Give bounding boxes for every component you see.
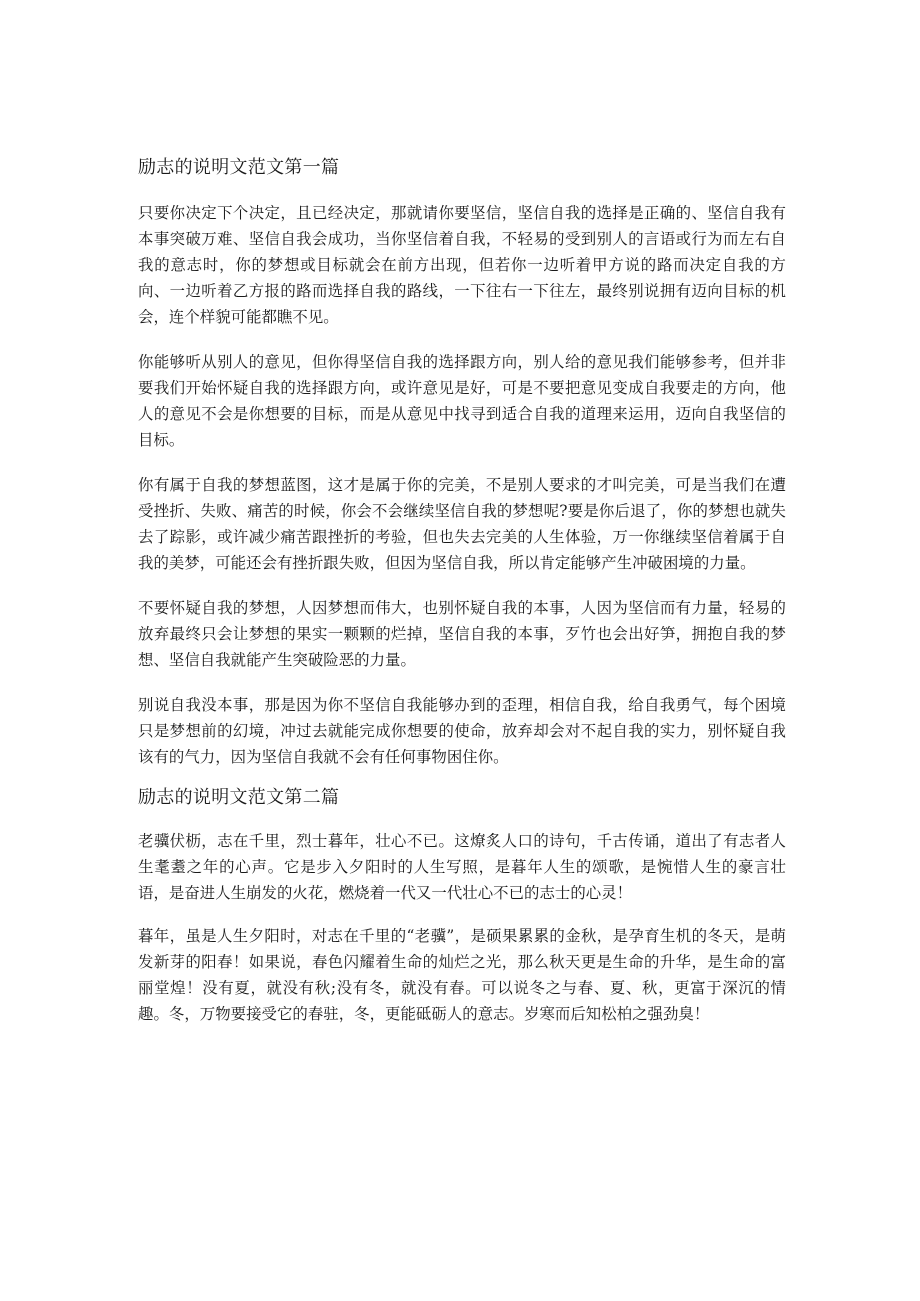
paragraph: 老骥伏枥，志在千里，烈士暮年，壮心不已。这燎炙人口的诗句，千古传诵，道出了有志者人生耄耋之年的心声。它是步入夕阳时的人生写照，是暮年人生的颂歌，是惋惜人生的豪言壮语，是奋进人生崩发的火花，燃烧着一代又一代壮心不已的志士的心灵！ [138, 832, 786, 902]
paragraph: 别说自我没本事，那是因为你不坚信自我能够办到的歪理，相信自我，给自我勇气，每个困境只是梦想前的幻境，冲过去就能完成你想要的使命，放弃却会对不起自我的实力，别怀疑自我该有的气力，因为坚信自我就不会有任何事物困住你。 [138, 696, 786, 766]
section-title-2: 励志的说明文范文第二篇 [138, 787, 340, 808]
section-title-1: 励志的说明文范文第一篇 [138, 157, 340, 178]
paragraph: 不要怀疑自我的梦想，人因梦想而伟大，也别怀疑自我的本事，人因为坚信而有力量，轻易的放弃最终只会让梦想的果实一颗颗的烂掉，坚信自我的本事，歹竹也会出好笋，拥抱自我的梦想、坚信自我就能产生突破险恶的力量。 [138, 599, 786, 669]
paragraph: 暮年，虽是人生夕阳时，对志在千里的“老骥”，是硕果累累的金秋，是孕育生机的冬天，是萌发新芽的阳春！如果说，春色闪耀着生命的灿烂之光，那么秋天更是生命的升华，是生命的富丽堂煌！没有夏，就没有秋;没有冬，就没有春。可以说冬之与春、夏、秋，更富于深沉的情趣。冬，万物要接受它的春驻，冬，更能砥砺人的意志。岁寒而后知松柏之强劲臭！ [138, 927, 786, 1023]
paragraph: 只要你决定下个决定，且已经决定，那就请你要坚信，坚信自我的选择是正确的、坚信自我有本事突破万难、坚信自我会成功，当你坚信着自我，不轻易的受到别人的言语或行为而左右自我的意志时，你的梦想或目标就会在前方出现，但若你一边听着甲方说的路而决定自我的方向、一边听着乙方报的路而选择自我的路线，一下往右一下往左，最终别说拥有迈向目标的机会，连个样貌可能都瞧不见。 [138, 204, 786, 326]
paragraph: 你有属于自我的梦想蓝图，这才是属于你的完美，不是别人要求的才叫完美，可是当我们在遭受挫折、失败、痛苦的时候，你会不会继续坚信自我的梦想呢?要是你后退了，你的梦想也就失去了踪影，或许减少痛苦跟挫折的考验，但也失去完美的人生体验，万一你继续坚信着属于自我的美梦，可能还会有挫折跟失败，但因为坚信自我，所以肯定能够产生冲破困境的力量。 [138, 476, 786, 572]
document-page [138, 155, 786, 1027]
paragraph: 你能够听从别人的意见，但你得坚信自我的选择跟方向，别人给的意见我们能够参考，但并非要我们开始怀疑自我的选择跟方向，或许意见是好，可是不要把意见变成自我要走的方向，他人的意见不会是你想要的目标，而是从意见中找寻到适合自我的道理来运用，迈向自我坚信的目标。 [138, 353, 786, 449]
